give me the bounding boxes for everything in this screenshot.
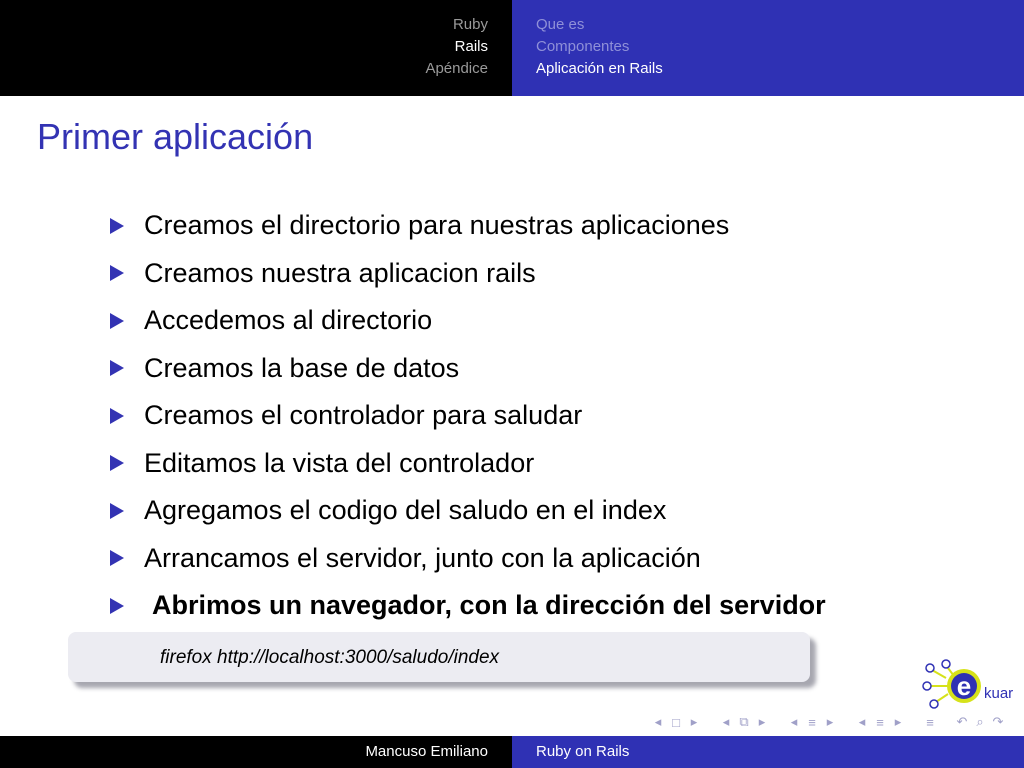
bullet-triangle-icon <box>110 360 124 376</box>
bullet-triangle-icon <box>110 503 124 519</box>
section-link-apendice[interactable]: Apéndice <box>425 60 488 77</box>
bullet-triangle-icon <box>110 313 124 329</box>
prev-section-icon[interactable]: ◂ <box>858 714 866 729</box>
bullet-text: Creamos la base de datos <box>144 352 460 383</box>
bullet-text: Editamos la vista del controlador <box>144 447 535 478</box>
subsection-link-que-es[interactable]: Que es <box>536 16 585 33</box>
prev-slide-icon[interactable]: ◂ <box>654 714 662 729</box>
bullet-item <box>108 392 826 440</box>
header-sections-panel <box>0 0 512 96</box>
section-icon[interactable]: ≡ <box>876 714 884 730</box>
header-subsections-panel <box>512 0 1024 96</box>
subsection-link-componentes[interactable]: Componentes <box>536 38 630 55</box>
section-link-rails[interactable]: Rails <box>454 38 488 55</box>
bullet-item <box>108 250 826 298</box>
bullet-text: Abrimos un navegador, con la dirección del servidor <box>152 590 826 621</box>
footer-author: Mancuso Emiliano <box>365 743 488 760</box>
header-bar <box>0 0 1024 96</box>
slide-title: Primer aplicación <box>37 116 314 157</box>
bullet-item <box>108 345 826 393</box>
subsection-icon[interactable]: ≡ <box>808 714 816 730</box>
footer-talk-title: Ruby on Rails <box>536 743 630 760</box>
bullet-text: Accedemos al directorio <box>144 305 433 336</box>
bullet-triangle-icon <box>110 265 124 281</box>
footer-author-panel <box>0 736 512 768</box>
logo-letter: e <box>956 671 972 701</box>
section-link-ruby[interactable]: Ruby <box>452 16 488 33</box>
slide-icon[interactable]: □ <box>672 714 680 730</box>
ekuar-logo <box>918 654 1018 710</box>
beamer-navigation <box>652 708 1004 736</box>
prev-frame-icon[interactable]: ◂ <box>722 714 730 729</box>
bullet-item <box>108 487 826 535</box>
bullet-item <box>108 535 826 583</box>
bullet-text: Creamos el directorio para nuestras aplicaciones <box>144 210 730 241</box>
subsection-link-aplicacion[interactable]: Aplicación en Rails <box>536 60 663 77</box>
bullet-item-highlighted <box>108 582 826 630</box>
command-box <box>68 632 810 682</box>
search-icon[interactable]: ⌕ <box>976 714 984 729</box>
bullet-item <box>108 297 826 345</box>
next-slide-icon[interactable]: ▸ <box>690 714 698 729</box>
section-nav <box>425 14 488 80</box>
frame-icon[interactable]: ⧉ <box>739 714 749 729</box>
back-icon[interactable]: ↶ <box>956 714 968 729</box>
bullet-triangle-icon <box>110 408 124 424</box>
bullet-triangle-icon <box>110 218 124 234</box>
subsection-nav <box>536 14 663 80</box>
next-subsection-icon[interactable]: ▸ <box>826 714 834 729</box>
bullet-text: Creamos el controlador para saludar <box>144 400 583 431</box>
prev-subsection-icon[interactable]: ◂ <box>790 714 798 729</box>
next-section-icon[interactable]: ▸ <box>894 714 902 729</box>
bullet-item <box>108 202 826 250</box>
bullet-triangle-icon <box>110 455 124 471</box>
bullet-text: Arrancamos el servidor, junto con la aplicación <box>144 542 701 573</box>
logo-network-icon <box>923 660 981 708</box>
bullet-list <box>108 202 826 630</box>
bullet-item <box>108 440 826 488</box>
bullet-text: Agregamos el codigo del saludo en el index <box>144 495 667 526</box>
bullet-triangle-icon <box>110 598 124 614</box>
document-icon[interactable]: ≡ <box>926 714 934 730</box>
next-frame-icon[interactable]: ▸ <box>758 714 766 729</box>
logo-wordmark: kuar <box>984 685 1014 702</box>
command-text: firefox http://localhost:3000/saludo/index <box>160 647 500 668</box>
footer-title-panel <box>512 736 1024 768</box>
footer-bar <box>0 736 1024 768</box>
forward-icon[interactable]: ↷ <box>992 714 1004 729</box>
bullet-text: Creamos nuestra aplicacion rails <box>144 257 536 288</box>
bullet-triangle-icon <box>110 550 124 566</box>
